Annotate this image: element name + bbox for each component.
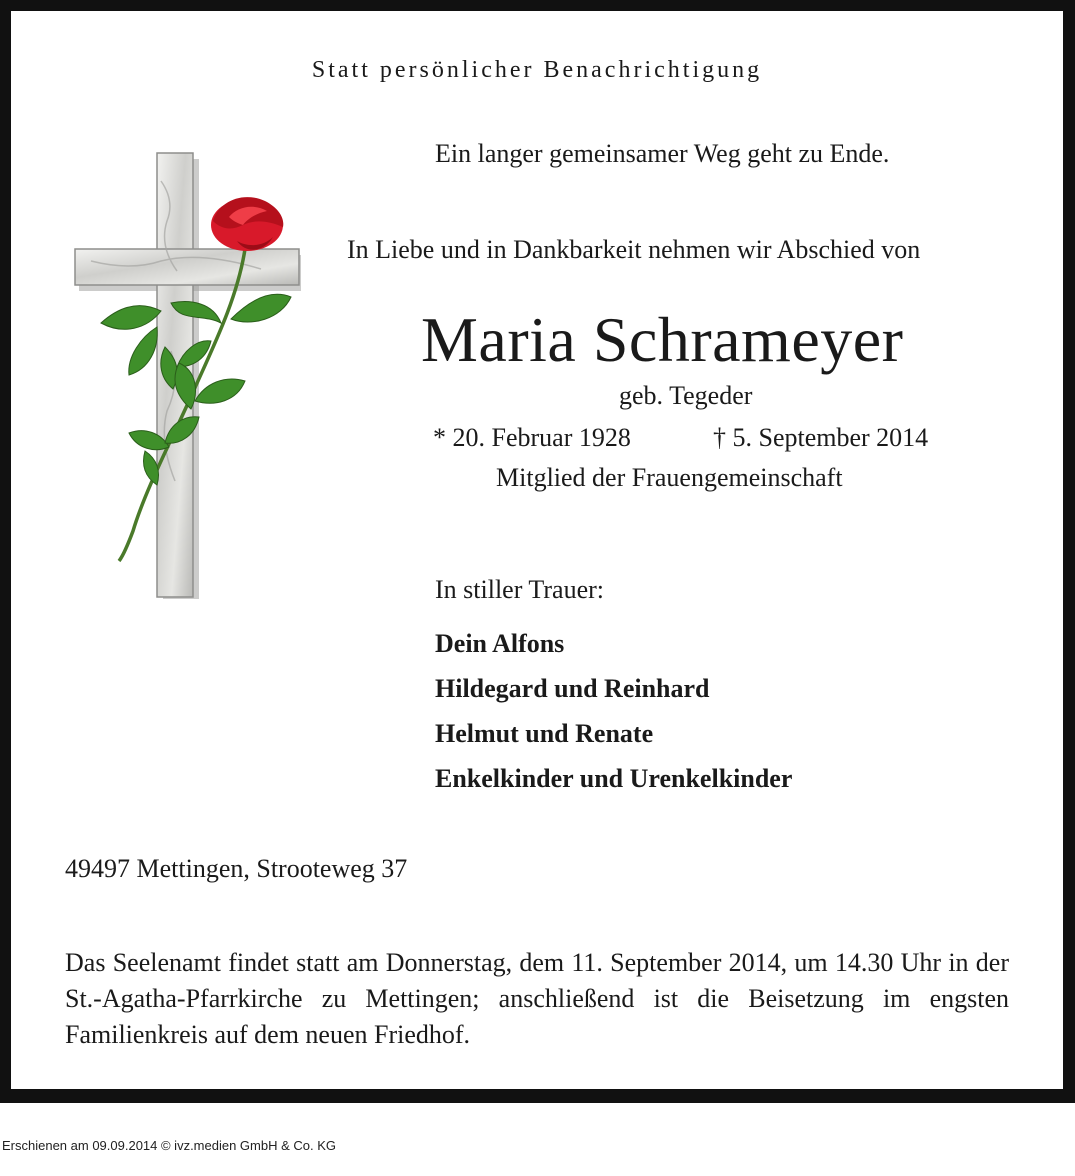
obituary-notice bbox=[11, 11, 1063, 1089]
birth-name: geb. Tegeder bbox=[619, 381, 753, 410]
mourner-entry: Helmut und Renate bbox=[435, 719, 654, 748]
mourners-list bbox=[435, 627, 792, 807]
death-date: † 5. September 2014 bbox=[713, 423, 929, 452]
mourning-label: In stiller Trauer: bbox=[435, 575, 604, 604]
farewell-line: In Liebe und in Dankbarkeit nehmen wir Abschied von bbox=[347, 235, 921, 264]
cross-horizontal-beam bbox=[75, 249, 299, 285]
mourner-entry: Hildegard und Reinhard bbox=[435, 674, 710, 703]
notice-header: Statt persönlicher Benachrichtigung bbox=[311, 57, 763, 83]
mourner-entry: Dein Alfons bbox=[435, 629, 565, 658]
publication-footer: Erschienen am 09.09.2014 © ivz.medien GmbH & Co. KG bbox=[2, 1138, 337, 1153]
mourner-entry: Enkelkinder und Urenkelkinder bbox=[435, 764, 793, 793]
intro-line: Ein langer gemeinsamer Weg geht zu Ende. bbox=[435, 139, 890, 168]
deceased-name: Maria Schrameyer bbox=[421, 304, 904, 375]
red-rose bbox=[211, 197, 283, 251]
cross-with-red-rose-icon bbox=[61, 151, 301, 601]
address: 49497 Mettingen, Strooteweg 37 bbox=[65, 854, 408, 883]
birth-date: * 20. Februar 1928 bbox=[433, 423, 631, 452]
membership-line: Mitglied der Frauengemeinschaft bbox=[496, 463, 843, 492]
service-text: Das Seelenamt findet statt am Donnerstag, dem 11. September 2014, um 14.30 Uhr in der St.-Agatha-Pfarrkirche zu Mettingen; anschließend ist die Beisetzung im engsten Familienkreis auf dem neuen Friedhof. bbox=[65, 948, 1009, 1049]
